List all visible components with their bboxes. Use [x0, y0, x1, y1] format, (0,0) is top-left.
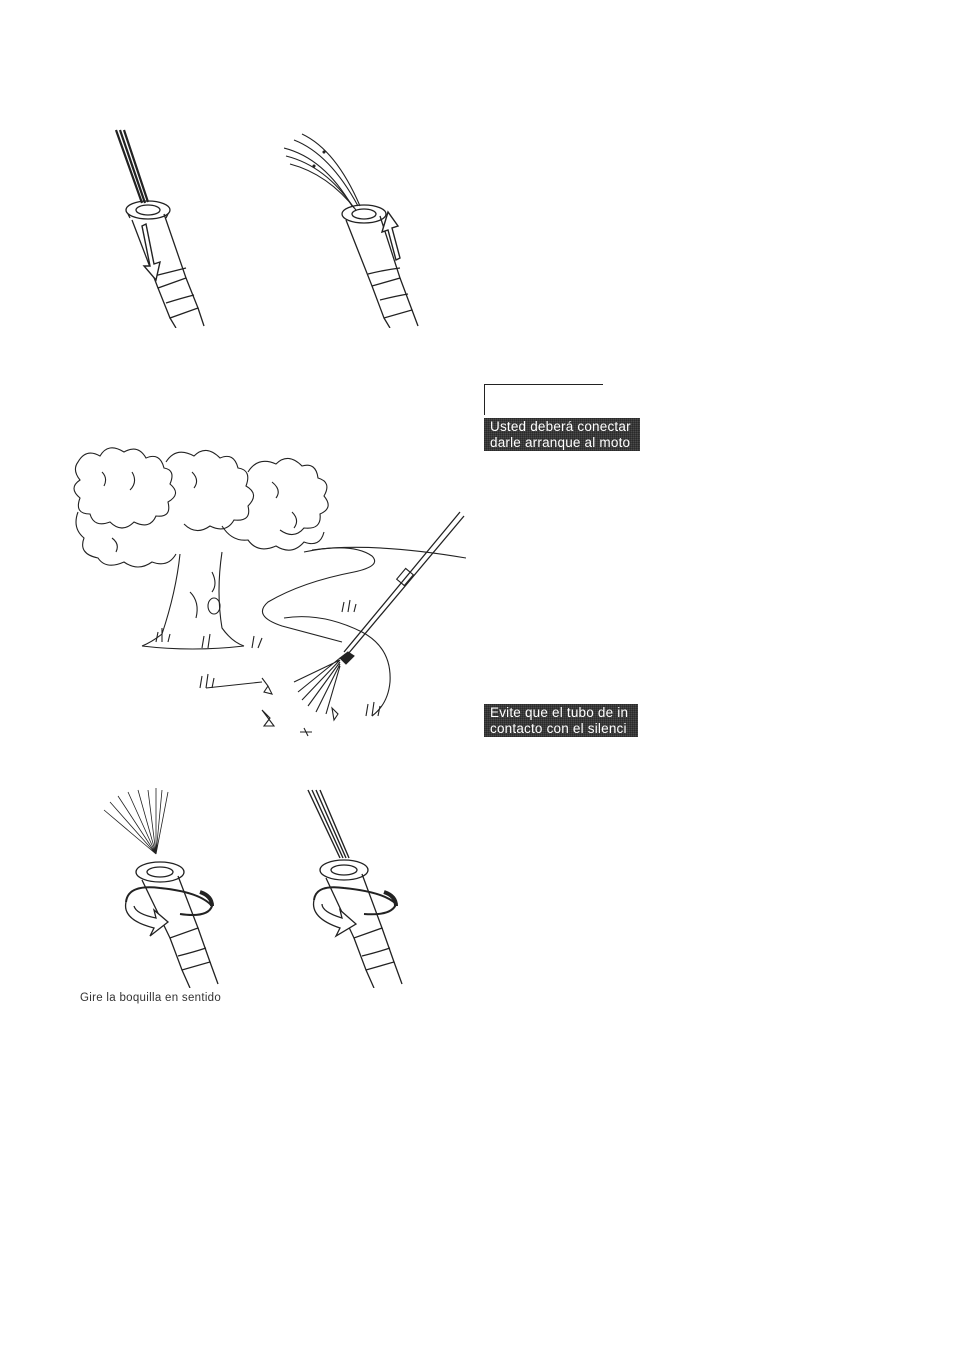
nozzle-push-down-illustration	[108, 128, 223, 328]
note-line: Usted deberá conectar	[490, 419, 631, 434]
yard-cleaning-scene-illustration	[72, 442, 466, 738]
callout-bracket	[484, 384, 603, 415]
nozzle-pull-up-illustration	[284, 128, 444, 328]
note-line: contacto con el silenci	[490, 720, 627, 736]
note-line: Evite que el tubo de in	[490, 705, 629, 720]
figure-caption: Gire la boquilla en sentido	[80, 992, 222, 1004]
nozzle-rotate-jet-illustration	[300, 788, 420, 988]
warning-note-connect	[484, 418, 640, 451]
warning-note-tube	[484, 704, 638, 737]
nozzle-rotate-fan-illustration	[100, 788, 250, 988]
note-line: darle arranque al moto	[490, 434, 631, 450]
